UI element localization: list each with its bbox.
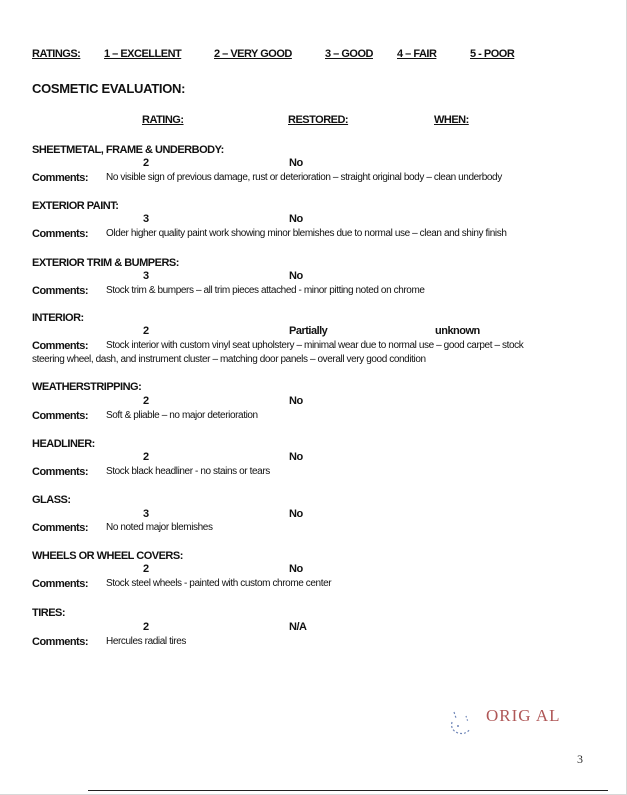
category-comment: No visible sign of previous damage, rust or deterioration – straight original body – clean underbody: [106, 172, 502, 183]
section-title: COSMETIC EVALUATION:: [32, 81, 186, 96]
category-when: unknown: [435, 325, 480, 337]
stamp-mark-icon: [446, 708, 476, 738]
category-restored: No: [289, 270, 303, 282]
category-name: TIRES:: [32, 607, 66, 619]
page-number: 3: [577, 752, 583, 766]
category-name: WEATHERSTRIPPING:: [32, 381, 142, 393]
rating-legend-5: 5 - POOR: [470, 48, 515, 60]
ratings-label: RATINGS:: [32, 48, 81, 60]
column-header-when: WHEN:: [434, 114, 469, 126]
category-restored: No: [289, 157, 303, 169]
category-rating: 2: [143, 325, 149, 337]
category-name: SHEETMETAL, FRAME & UNDERBODY:: [32, 144, 224, 156]
category-name: EXTERIOR PAINT:: [32, 200, 119, 212]
category-restored: Partially: [289, 325, 328, 337]
category-restored: No: [289, 563, 303, 575]
category-name: GLASS:: [32, 494, 71, 506]
category-rating: 2: [143, 563, 149, 575]
category-restored: No: [289, 395, 303, 407]
category-name: EXTERIOR TRIM & BUMPERS:: [32, 257, 179, 269]
category-comment: Soft & pliable – no major deterioration: [106, 410, 258, 421]
category-comment: Stock interior with custom vinyl seat upholstery – minimal wear due to normal use – good carpet – stock: [106, 340, 524, 351]
column-header-restored: RESTORED:: [288, 114, 349, 126]
category-rating: 2: [143, 621, 149, 633]
rating-legend-2: 2 – VERY GOOD: [214, 48, 292, 60]
category-name: INTERIOR:: [32, 312, 84, 324]
category-rating: 3: [143, 213, 149, 225]
rating-legend-1: 1 – EXCELLENT: [104, 48, 182, 60]
category-restored: No: [289, 508, 303, 520]
original-stamp: [446, 706, 566, 736]
category-name: WHEELS OR WHEEL COVERS:: [32, 550, 183, 562]
category-comment: Stock black headliner - no stains or tears: [106, 466, 270, 477]
comments-label: Comments:: [32, 522, 89, 534]
comments-label: Comments:: [32, 285, 89, 297]
comments-label: Comments:: [32, 172, 89, 184]
comments-label: Comments:: [32, 636, 89, 648]
category-comment: Hercules radial tires: [106, 636, 186, 647]
category-rating: 2: [143, 157, 149, 169]
category-comment: No noted major blemishes: [106, 522, 213, 533]
comments-label: Comments:: [32, 340, 89, 352]
category-rating: 2: [143, 451, 149, 463]
category-restored: No: [289, 451, 303, 463]
footer-rule: [88, 790, 608, 791]
stamp-text: ORIG AL: [486, 706, 561, 725]
category-restored: No: [289, 213, 303, 225]
category-comment: Older higher quality paint work showing minor blemishes due to normal use – clean and shiny finish: [106, 228, 507, 239]
rating-legend-3: 3 – GOOD: [325, 48, 373, 60]
category-comment: Stock trim & bumpers – all trim pieces attached - minor pitting noted on chrome: [106, 285, 425, 296]
comments-label: Comments:: [32, 578, 89, 590]
column-header-rating: RATING:: [142, 114, 184, 126]
category-rating: 3: [143, 508, 149, 520]
category-name: HEADLINER:: [32, 438, 95, 450]
rating-legend-4: 4 – FAIR: [397, 48, 437, 60]
comments-label: Comments:: [32, 228, 89, 240]
category-comment-continued: steering wheel, dash, and instrument cluster – matching door panels – overall very good condition: [32, 354, 426, 365]
comments-label: Comments:: [32, 410, 89, 422]
category-restored: N/A: [289, 621, 307, 633]
category-rating: 3: [143, 270, 149, 282]
category-rating: 2: [143, 395, 149, 407]
comments-label: Comments:: [32, 466, 89, 478]
category-comment: Stock steel wheels - painted with custom chrome center: [106, 578, 332, 589]
